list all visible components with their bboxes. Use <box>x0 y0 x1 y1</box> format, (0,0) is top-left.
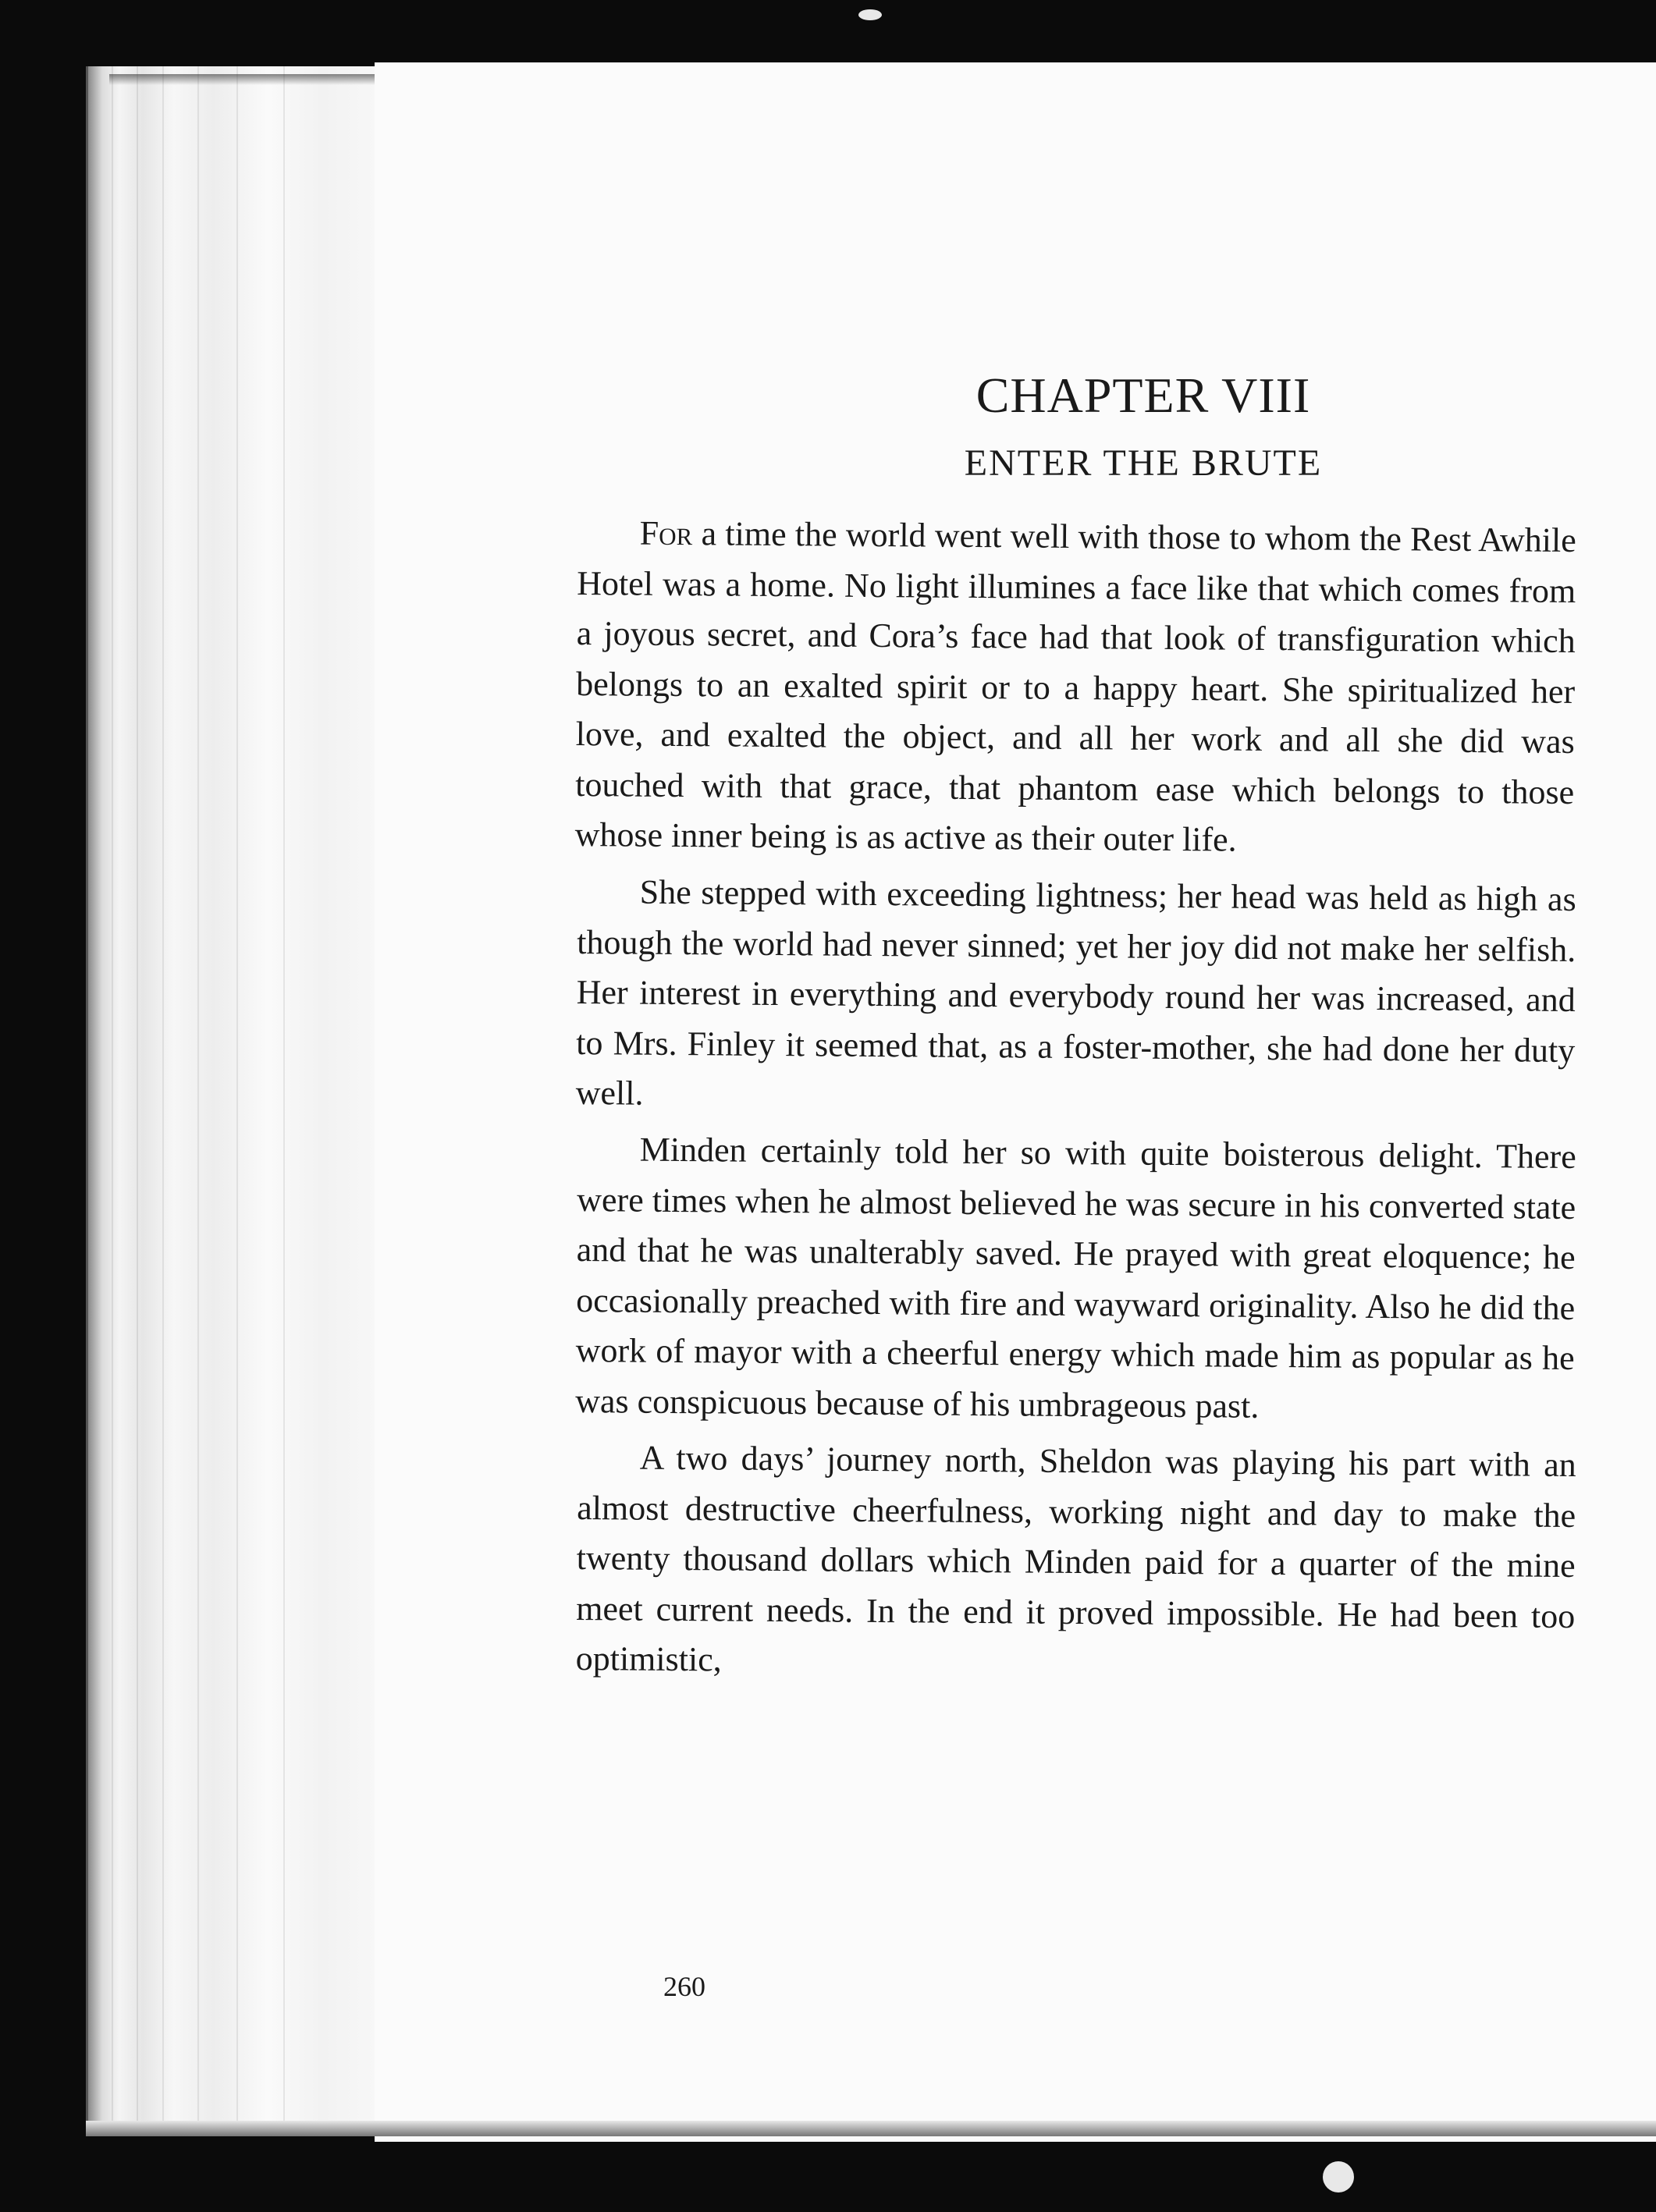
paragraph-text: a time the world went well with those to whom the Rest Awhile Hotel was a home. No light illumines a face like that which comes from a joyous secret, and Cora’s face had that look of transfiguration which belongs to an exalted spirit or to a happy heart. She spiritualized her love, and exalted the object, and all her work and all she did was touched with that grace, that phantom ease which belongs to those whose inner being is as active as their outer life. <box>574 514 1576 859</box>
paragraph-1 <box>574 508 1576 868</box>
scan-speck <box>858 9 882 20</box>
paragraph-4 <box>575 1433 1576 1692</box>
paragraph-2 <box>575 867 1576 1127</box>
paragraph-3 <box>575 1124 1576 1434</box>
paragraph-text: She stepped with exceeding lightness; her head was held as high as though the world had never sinned; yet her joy did not make her selfish. Her interest in everything and everybody round her was increased, and to Mrs. Finley it seemed that, as a foster-mother, she had done her duty well. <box>575 872 1576 1113</box>
page-top-shadow <box>109 74 390 85</box>
chapter-number: CHAPTER VIII <box>975 367 1311 423</box>
chapter-title: ENTER THE BRUTE <box>964 442 1323 484</box>
paragraph-text: Minden certainly told her so with quite boisterous delight. There were times when he almost believed he was secure in his converted state and that he was unalterably saved. He prayed with great eloquence; he occasionally preached with fire and wayward originality. Also he did the work of mayor with a cheerful energy which made him as popular as he was conspicuous because of his umbrageous past. <box>575 1130 1576 1426</box>
page-number: 260 <box>663 1971 705 2002</box>
page-bottom-edge <box>86 2121 1656 2136</box>
page-text <box>574 367 1576 1691</box>
paragraph-text: A two days’ journey north, Sheldon was playing his part with an almost destructive cheerfulness, working night and day to make the twenty thousand dollars which Minden paid for a quarter of the mine meet current needs. In the end it proved impossible. He had been too optimistic, <box>575 1438 1576 1679</box>
scan-speck <box>1323 2161 1354 2192</box>
page-block-edge <box>86 66 416 2134</box>
paragraph-lead-word: For <box>639 513 693 553</box>
